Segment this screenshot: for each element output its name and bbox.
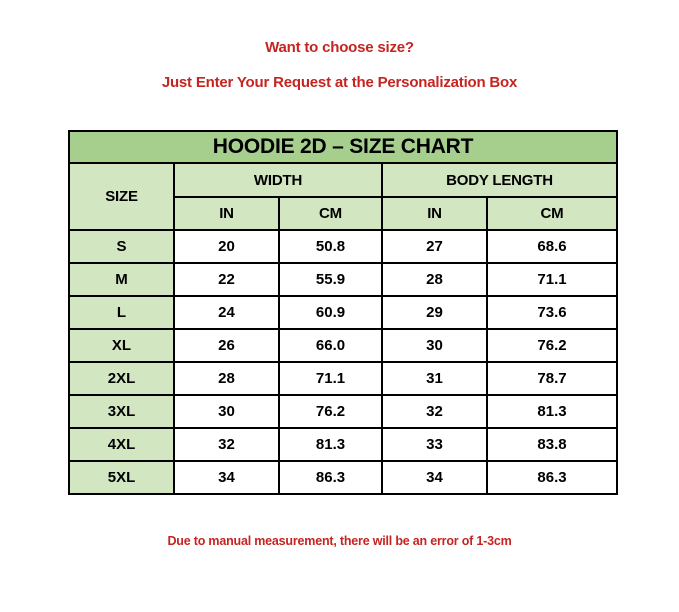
- body-in-value: 32: [382, 395, 487, 428]
- body-in-value: 28: [382, 263, 487, 296]
- table-row-2xl: [69, 362, 617, 395]
- body-in-value: 31: [382, 362, 487, 395]
- size-label: 5XL: [69, 461, 174, 494]
- width-in-value: 32: [174, 428, 279, 461]
- column-header-width: WIDTH: [174, 163, 382, 197]
- table-row-m: [69, 263, 617, 296]
- width-cm-value: 76.2: [279, 395, 382, 428]
- body-cm-value: 68.6: [487, 230, 617, 263]
- width-cm-value: 55.9: [279, 263, 382, 296]
- body-in-value: 34: [382, 461, 487, 494]
- width-in-value: 34: [174, 461, 279, 494]
- column-header-body-length: BODY LENGTH: [382, 163, 617, 197]
- body-in-value: 33: [382, 428, 487, 461]
- width-cm-value: 50.8: [279, 230, 382, 263]
- size-chart-table: [68, 130, 618, 495]
- body-in-value: 27: [382, 230, 487, 263]
- table-row-5xl: [69, 461, 617, 494]
- body-cm-value: 71.1: [487, 263, 617, 296]
- width-in-value: 30: [174, 395, 279, 428]
- unit-header-width-cm: CM: [279, 197, 382, 230]
- width-cm-value: 60.9: [279, 296, 382, 329]
- promo-heading-line1: Want to choose size?: [265, 39, 414, 56]
- size-label: XL: [69, 329, 174, 362]
- body-in-value: 29: [382, 296, 487, 329]
- width-in-value: 22: [174, 263, 279, 296]
- table-title: HOODIE 2D – SIZE CHART: [69, 131, 617, 163]
- unit-header-width-in: IN: [174, 197, 279, 230]
- body-in-value: 30: [382, 329, 487, 362]
- body-cm-value: 83.8: [487, 428, 617, 461]
- width-in-value: 20: [174, 230, 279, 263]
- measurement-note: Due to manual measurement, there will be an error of 1-3cm: [167, 534, 512, 548]
- width-cm-value: 71.1: [279, 362, 382, 395]
- unit-header-body-cm: CM: [487, 197, 617, 230]
- width-in-value: 28: [174, 362, 279, 395]
- unit-header-body-in: IN: [382, 197, 487, 230]
- body-cm-value: 73.6: [487, 296, 617, 329]
- width-in-value: 26: [174, 329, 279, 362]
- table-row-l: [69, 296, 617, 329]
- table-row-3xl: [69, 395, 617, 428]
- size-label: 2XL: [69, 362, 174, 395]
- table-group-header-row: [69, 163, 617, 197]
- size-label: 3XL: [69, 395, 174, 428]
- body-cm-value: 76.2: [487, 329, 617, 362]
- table-row-s: [69, 230, 617, 263]
- table-row-4xl: [69, 428, 617, 461]
- body-cm-value: 86.3: [487, 461, 617, 494]
- size-label: L: [69, 296, 174, 329]
- body-cm-value: 78.7: [487, 362, 617, 395]
- width-cm-value: 66.0: [279, 329, 382, 362]
- width-cm-value: 86.3: [279, 461, 382, 494]
- size-label: M: [69, 263, 174, 296]
- promo-heading-line2: Just Enter Your Request at the Personalization Box: [161, 74, 518, 91]
- size-label: 4XL: [69, 428, 174, 461]
- width-in-value: 24: [174, 296, 279, 329]
- column-header-size: SIZE: [69, 163, 174, 230]
- body-cm-value: 81.3: [487, 395, 617, 428]
- size-label: S: [69, 230, 174, 263]
- width-cm-value: 81.3: [279, 428, 382, 461]
- table-row-xl: [69, 329, 617, 362]
- table-title-row: [69, 131, 617, 163]
